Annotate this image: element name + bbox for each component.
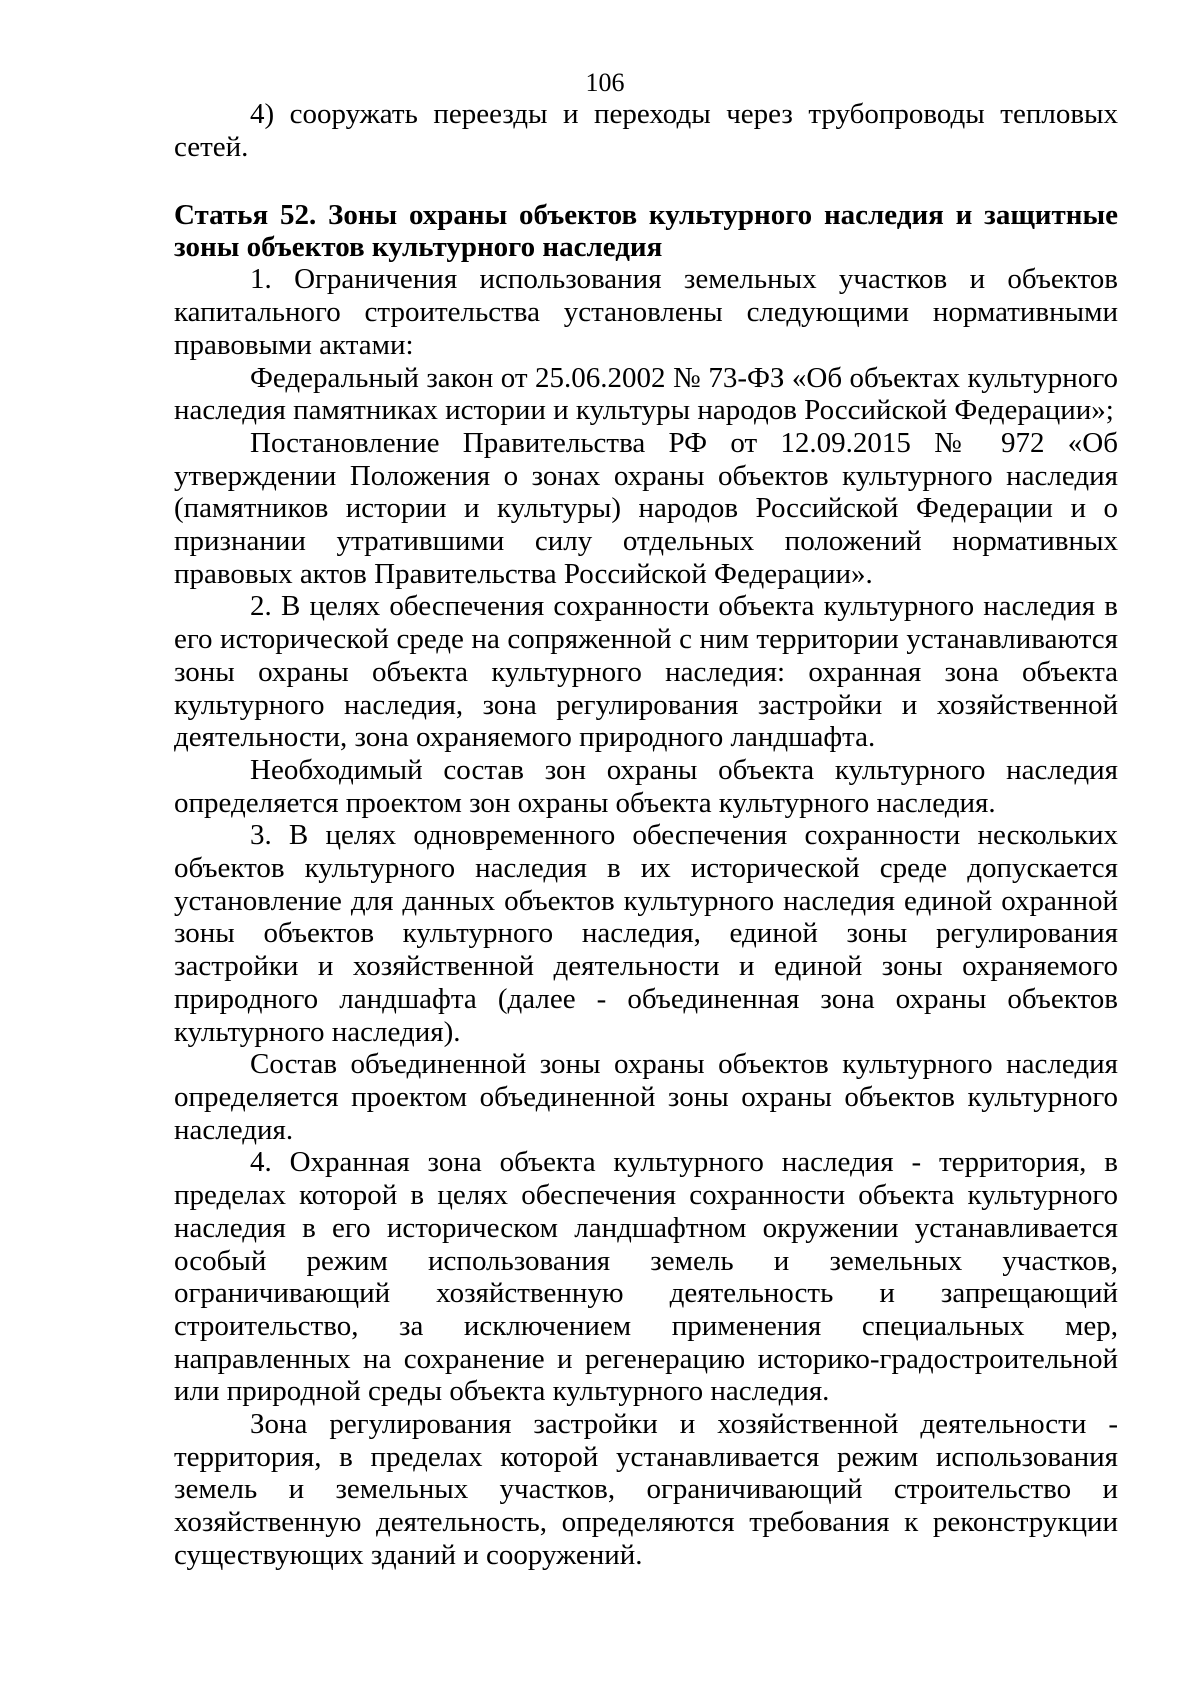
paragraph-combined-zone-composition: Состав объединенной зоны охраны объектов культурного наследия определяется проектом объединенной зоны охраны объектов культурного наследия.	[174, 1048, 1118, 1146]
paragraph-regulation-zone: Зона регулирования застройки и хозяйственной деятельности - территория, в пределах которой устанавливается режим использования земель и земельных участков, ограничивающий строительство и хозяйственную деятельность, определяются требования к реконструкции существующих зданий и сооружений.	[174, 1408, 1118, 1571]
paragraph-3: 3. В целях одновременного обеспечения сохранности нескольких объектов культурного наследия в их исторической среде допускается установление для данных объектов культурного наследия единой охранной зоны объектов культурного наследия, единой зоны регулирования застройки и хозяйственной деятельности и единой зоны охраняемого природного ландшафта (далее - объединенная зона охраны объектов культурного наследия).	[174, 819, 1118, 1048]
paragraph-government-decree: Постановление Правительства РФ от 12.09.2015 № 972 «Об утверждении Положения о зонах охраны объектов культурного наследия (памятников истории и культуры) народов Российской Федерации и о признании утратившими силу отдельных положений нормативных правовых актов Правительства Российской Федерации».	[174, 426, 1118, 590]
paragraph-federal-law: Федеральный закон от 25.06.2002 № 73-ФЗ «Об объектах культурного наследия памятниках истории и культуры народов Российской Федерации»;	[174, 361, 1118, 427]
paragraph-list-item-4: 4) сооружать переезды и переходы через трубопроводы тепловых сетей.	[174, 98, 1118, 163]
paragraph-4: 4. Охранная зона объекта культурного наследия - территория, в пределах которой в целях обеспечения сохранности объекта культурного наследия в его историческом ландшафтном окружении устанавливается особый режим использования земель и земельных участков, ограничивающий хозяйственную деятельность и запрещающий строительство, за исключением применения специальных мер, направленных на сохранение и регенерацию историко-градостроительной или природной среды объекта культурного наследия.	[174, 1146, 1118, 1408]
paragraph-2: 2. В целях обеспечения сохранности объекта культурного наследия в его исторической среде на сопряженной с ним территории устанавливаются зоны охраны объекта культурного наследия: охранная зона объекта культурного наследия, зона регулирования застройки и хозяйственной деятельности, зона охраняемого природного ландшафта.	[174, 590, 1118, 754]
page-number: 106	[585, 68, 625, 97]
article-heading: Статья 52. Зоны охраны объектов культурного наследия и защитные зоны объектов культурного наследия	[174, 199, 1118, 264]
paragraph-1: 1. Ограничения использования земельных участков и объектов капитального строительства установлены следующими нормативными правовыми актами:	[174, 263, 1118, 361]
paragraph-zone-composition: Необходимый состав зон охраны объекта культурного наследия определяется проектом зон охраны объекта культурного наследия.	[174, 753, 1118, 819]
document-body	[174, 98, 1118, 1572]
